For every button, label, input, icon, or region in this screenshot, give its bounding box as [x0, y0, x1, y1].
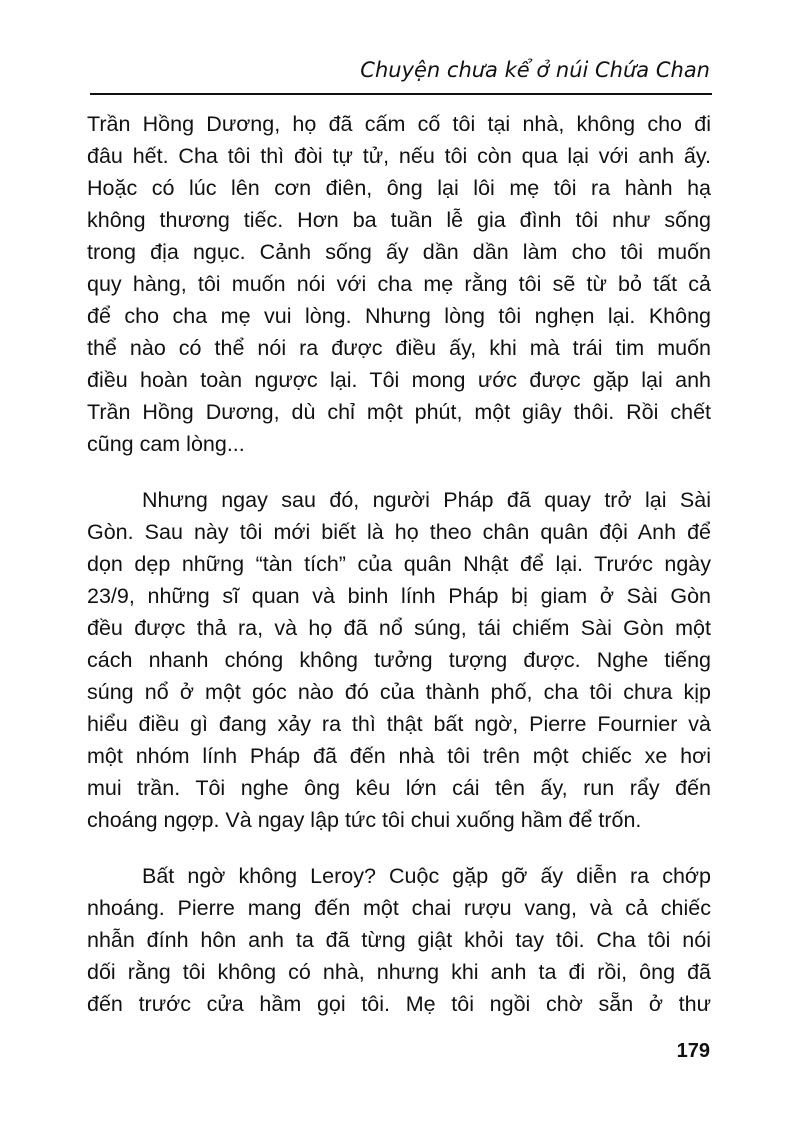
text-line: đến trước cửa hầm gọi tôi. Mẹ tôi ngồi chờ sẵn ở thư: [87, 992, 711, 1016]
text-line: thể nào có thể nói ra được điều ấy, khi mà trái tim muốn: [87, 336, 711, 360]
text-line: Bất ngờ không Leroy? Cuộc gặp gỡ ấy diễn ra chớp: [142, 864, 711, 888]
text-line: một nhóm lính Pháp đã đến nhà tôi trên một chiếc xe hơi: [87, 744, 711, 768]
page-number: 179: [676, 1040, 710, 1062]
text-line: Trần Hồng Dương, họ đã cấm cố tôi tại nhà, không cho đi: [87, 112, 711, 136]
text-line: hiểu điều gì đang xảy ra thì thật bất ngờ, Pierre Fournier và: [87, 712, 711, 736]
text-line: Nhưng ngay sau đó, người Pháp đã quay trở lại Sài: [142, 488, 711, 512]
text-line: dối rằng tôi không có nhà, nhưng khi anh ta đi rồi, ông đã: [87, 960, 711, 984]
text-line: để cho cha mẹ vui lòng. Nhưng lòng tôi nghẹn lại. Không: [87, 304, 711, 328]
text-line: cách nhanh chóng không tưởng tượng được. Nghe tiếng: [87, 648, 711, 672]
text-line: choáng ngợp. Và ngay lập tức tôi chui xuống hầm để trốn.: [87, 808, 642, 832]
text-line: dọn dẹp những “tàn tích” của quân Nhật để lại. Trước ngày: [87, 552, 711, 576]
running-header: Chuyện chưa kể ở núi Chứa Chan: [360, 58, 710, 82]
text-line: súng nổ ở một góc nào đó của thành phố, cha tôi chưa kịp: [87, 680, 711, 704]
paragraph-3: [87, 860, 711, 1020]
page-body: [87, 108, 711, 1044]
text-line: mui trần. Tôi nghe ông kêu lớn cái tên ấy, run rẩy đến: [87, 776, 711, 800]
paragraph-2: [87, 484, 711, 836]
text-line: quy hàng, tôi muốn nói với cha mẹ rằng tôi sẽ từ bỏ tất cả: [87, 272, 711, 296]
text-line: Trần Hồng Dương, dù chỉ một phút, một giây thôi. Rồi chết: [87, 400, 711, 424]
header-rule: [90, 93, 712, 95]
paragraph-1: [87, 108, 711, 460]
text-line: nhoáng. Pierre mang đến một chai rượu vang, và cả chiếc: [87, 896, 711, 920]
text-line: đâu hết. Cha tôi thì đòi tự tử, nếu tôi còn qua lại với anh ấy.: [87, 144, 711, 168]
text-line: Hoặc có lúc lên cơn điên, ông lại lôi mẹ tôi ra hành hạ: [87, 176, 711, 200]
text-line: Gòn. Sau này tôi mới biết là họ theo chân quân đội Anh để: [87, 520, 711, 544]
text-line: nhẫn đính hôn anh ta đã từng giật khỏi tay tôi. Cha tôi nói: [87, 928, 711, 952]
text-line: cũng cam lòng...: [87, 432, 245, 456]
text-line: điều hoàn toàn ngược lại. Tôi mong ước được gặp lại anh: [87, 368, 711, 392]
text-line: 23/9, những sĩ quan và binh lính Pháp bị giam ở Sài Gòn: [87, 584, 711, 608]
text-line: trong địa ngục. Cảnh sống ấy dần dần làm cho tôi muốn: [87, 240, 711, 264]
text-line: đều được thả ra, và họ đã nổ súng, tái chiếm Sài Gòn một: [87, 616, 711, 640]
text-line: không thương tiếc. Hơn ba tuần lễ gia đình tôi như sống: [87, 208, 711, 232]
